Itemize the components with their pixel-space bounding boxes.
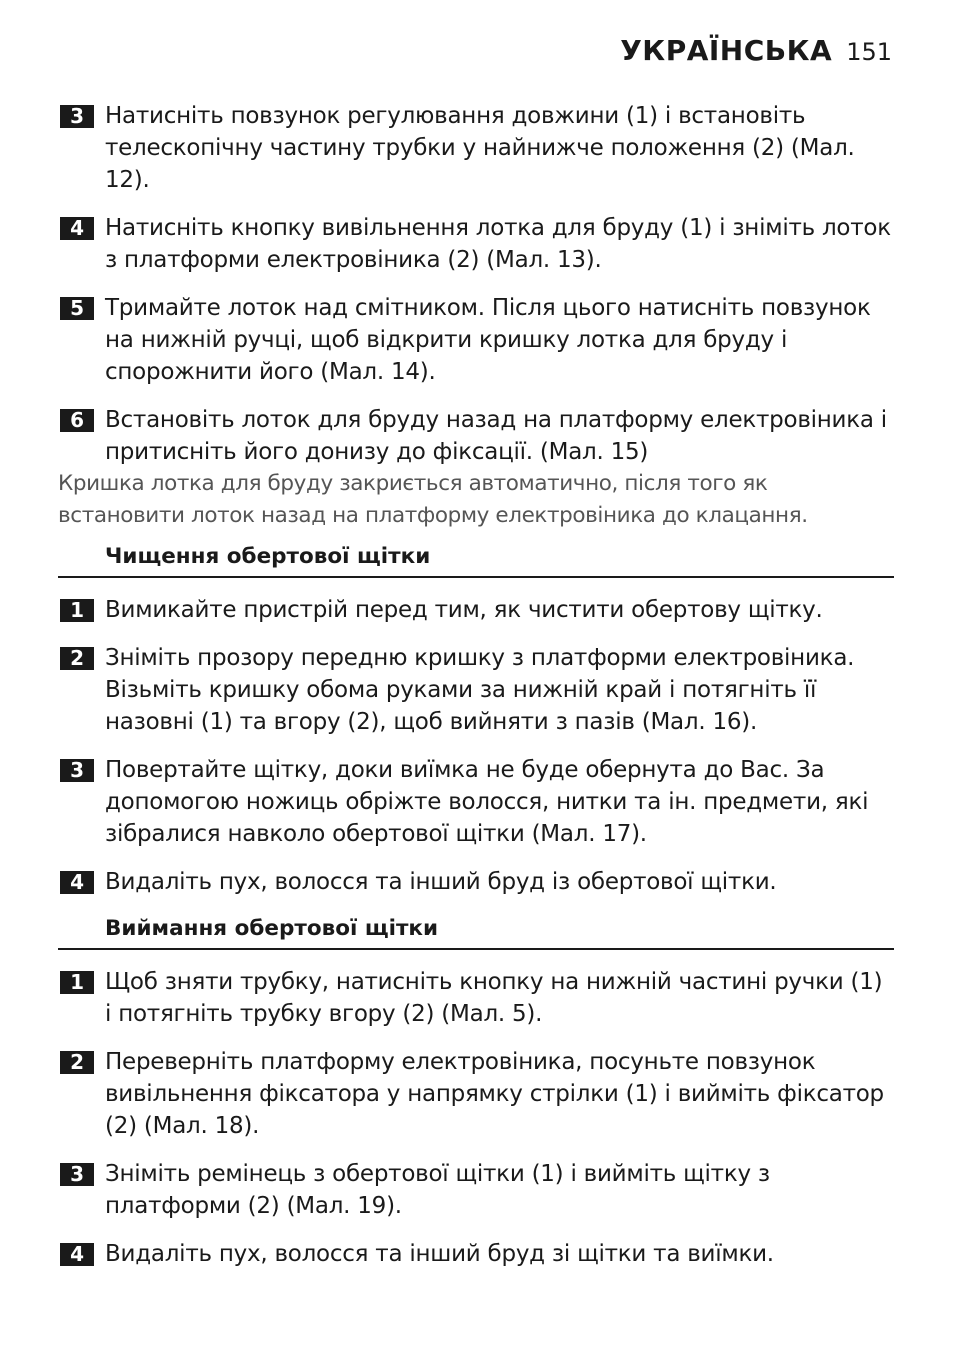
section-heading-removal: Виймання обертової щітки (58, 914, 894, 950)
step-number-badge: 3 (60, 759, 94, 782)
section-heading-cleaning: Чищення обертової щітки (58, 542, 894, 578)
step-number-badge: 1 (60, 599, 94, 622)
note-paragraph: Кришка лотка для бруду закриється автоматично, після того як встановити лоток назад на платформу електровіника до клацання. (58, 471, 808, 528)
section2-step-1 (58, 966, 894, 1030)
step-4-item (58, 212, 894, 276)
step-text: Щоб зняти трубку, натисніть кнопку на нижній частині ручки (1) і потягніть трубку вгору (2) (Мал. 5). (105, 969, 883, 1027)
step-text: Переверніть платформу електровіника, посуньте повзунок вивільнення фіксатора у напрямку стрілки (1) і вийміть фіксатор (2) (Мал. 18). (105, 1049, 884, 1139)
step-number-badge: 3 (60, 105, 94, 128)
step-number-badge: 3 (60, 1163, 94, 1186)
step-number-badge: 5 (60, 297, 94, 320)
section1-step-3 (58, 754, 894, 850)
section2-step-3 (58, 1158, 894, 1222)
step-number-badge: 2 (60, 647, 94, 670)
step-text: Зніміть ремінець з обертової щітки (1) і вийміть щітку з платформи (2) (Мал. 19). (105, 1161, 770, 1219)
step-number-badge: 4 (60, 1243, 94, 1266)
section1-step-1 (58, 594, 894, 626)
step-number-badge: 2 (60, 1051, 94, 1074)
step-text: Натисніть кнопку вивільнення лотка для бруду (1) і зніміть лоток з платформи електровіника (2) (Мал. 13). (105, 215, 891, 273)
step-text: Тримайте лоток над смітником. Після цього натисніть повзунок на нижній ручці, щоб відкрити кришку лотка для бруду і спорожнити його (Мал. 14). (105, 295, 871, 385)
step-text: Вимикайте пристрій перед тим, як чистити обертову щітку. (105, 597, 823, 623)
step-number-badge: 4 (60, 871, 94, 894)
page-content (58, 100, 894, 1286)
step-5-item (58, 292, 894, 388)
step-3-item (58, 100, 894, 196)
section2-step-4 (58, 1238, 894, 1270)
step-text: Повертайте щітку, доки виїмка не буде обернута до Вас. За допомогою ножиць обріжте волосся, нитки та ін. предмети, які зібралися навколо обертової щітки (Мал. 17). (105, 757, 869, 847)
step-text: Натисніть повзунок регулювання довжини (1) і встановіть телескопічну частину трубки у найнижче положення (2) (Мал. 12). (105, 103, 855, 193)
language-title: УКРАЇНСЬКА (620, 34, 833, 67)
section1-step-2 (58, 642, 894, 738)
step-number-badge: 4 (60, 217, 94, 240)
step-text: Зніміть прозору передню кришку з платформи електровіника. Візьміть кришку обома руками за нижній край і потягніть її назовні (1) та вгору (2), щоб вийняти з пазів (Мал. 16). (105, 645, 855, 735)
step-6-item (58, 404, 894, 468)
step-number-badge: 1 (60, 971, 94, 994)
step-number-badge: 6 (60, 409, 94, 432)
step-text: Видаліть пух, волосся та інший бруд зі щітки та виїмки. (105, 1241, 774, 1267)
section1-step-4 (58, 866, 894, 898)
page-number: 151 (846, 38, 892, 66)
step-text: Встановіть лоток для бруду назад на платформу електровіника і притисніть його донизу до фіксації. (Мал. 15) (105, 407, 887, 465)
page-header (620, 34, 892, 67)
section2-step-2 (58, 1046, 894, 1142)
step-text: Видаліть пух, волосся та інший бруд із обертової щітки. (105, 869, 777, 895)
